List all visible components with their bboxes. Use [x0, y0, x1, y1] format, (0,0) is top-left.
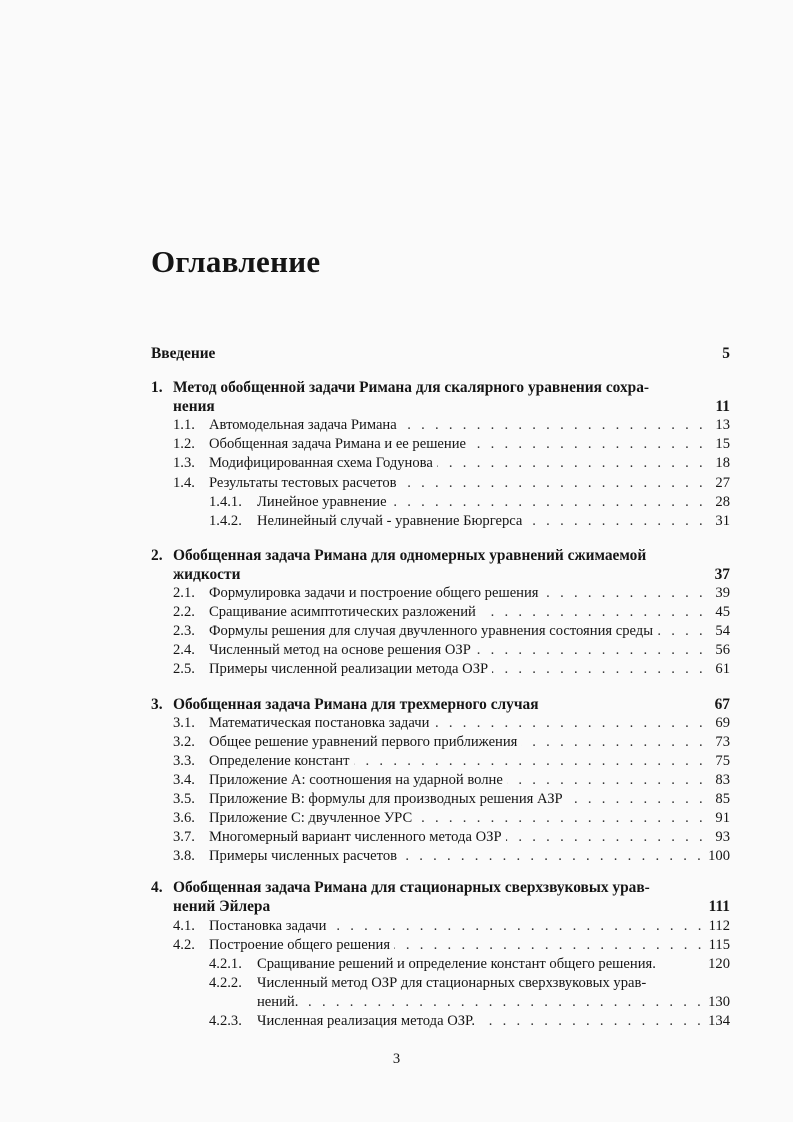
toc-section[interactable] — [151, 752, 730, 771]
section-number: 3.5. — [173, 790, 195, 807]
subsection-page: 120 — [708, 955, 730, 972]
toc-subsection[interactable] — [151, 493, 730, 512]
section-page: 91 — [715, 810, 730, 827]
toc-section[interactable] — [151, 416, 730, 435]
subsection-page: 130 — [708, 993, 730, 1010]
section-page: 75 — [715, 752, 730, 769]
dot-leader — [401, 416, 706, 435]
toc-section[interactable] — [151, 733, 730, 752]
section-number: 3.2. — [173, 733, 195, 750]
toc-section[interactable] — [151, 936, 730, 955]
chapter-title-line: Обобщенная задача Римана для трехмерного случая — [173, 695, 539, 713]
section-number: 4.2. — [173, 936, 195, 953]
section-number: 1.2. — [173, 436, 195, 453]
section-title: Автомодельная задача Римана — [209, 417, 397, 434]
section-title: Модифицированная схема Годунова — [209, 455, 433, 472]
dot-leader — [437, 454, 706, 473]
section-number: 2.3. — [173, 623, 195, 640]
entry-page: 5 — [722, 345, 730, 362]
toc-section[interactable] — [151, 714, 730, 733]
section-page: 115 — [708, 936, 730, 953]
section-title: Математическая постановка задачи — [209, 714, 430, 731]
toc-subsection[interactable] — [151, 974, 730, 993]
chapter-page: 37 — [714, 565, 730, 583]
toc-section[interactable] — [151, 790, 730, 809]
toc-section[interactable] — [151, 847, 730, 866]
dot-leader — [433, 714, 706, 733]
section-title: Построение общего решения — [209, 936, 391, 953]
chapter-number: 1. — [151, 379, 163, 397]
subsection-title: Численная реализация метода ОЗР. — [257, 1013, 475, 1029]
subsection-title: Линейное уравнение — [257, 493, 387, 510]
dot-leader — [492, 660, 706, 679]
dot-leader — [543, 584, 706, 603]
dot-leader — [330, 917, 704, 936]
toc-entry-intro[interactable] — [151, 344, 730, 363]
chapter-title-line: жидкости — [173, 565, 241, 583]
subsection-number: 4.2.3. — [209, 1013, 242, 1029]
section-page: 13 — [715, 417, 730, 434]
dot-leader — [394, 936, 705, 955]
section-number: 3.4. — [173, 771, 195, 788]
chapter-title-line: Метод обобщенной задачи Римана для скалярного уравнения сохра- — [173, 379, 650, 397]
toc-chapter-4-cont[interactable] — [151, 897, 730, 916]
section-page: 93 — [715, 829, 730, 846]
section-number: 2.2. — [173, 604, 195, 621]
section-title: Результаты тестовых расчетов — [209, 474, 397, 491]
chapter-number: 4. — [151, 879, 163, 897]
section-page: 27 — [715, 474, 730, 491]
dot-leader — [507, 771, 706, 790]
toc-chapter-4[interactable] — [151, 878, 730, 897]
chapter-number: 3. — [151, 695, 163, 713]
subsection-number: 4.2.2. — [209, 974, 242, 991]
chapter-title-line: нения — [173, 398, 215, 416]
section-title: Формулы решения для случая двучленного уравнения состояния среды — [209, 623, 654, 640]
subsection-title: Сращивание решений и определение констант общего решения. — [257, 955, 656, 972]
section-number: 1.4. — [173, 474, 195, 491]
toc-chapter-2[interactable] — [151, 546, 730, 565]
toc-subsection[interactable] — [151, 1012, 730, 1031]
toc-chapter-2-cont[interactable] — [151, 565, 730, 584]
chapter-title-line: Обобщенная задача Римана для одномерных уравнений сжимаемой — [173, 546, 647, 564]
dot-leader — [391, 493, 706, 512]
toc-section[interactable] — [151, 828, 730, 847]
section-number: 3.7. — [173, 829, 195, 846]
toc-section[interactable] — [151, 660, 730, 679]
chapter-page: 11 — [715, 398, 730, 416]
chapter-page: 67 — [714, 695, 730, 713]
toc-section[interactable] — [151, 917, 730, 936]
subsection-page: 31 — [715, 512, 730, 529]
toc-chapter-1[interactable] — [151, 378, 730, 397]
section-title: Многомерный вариант численного метода ОЗР — [209, 829, 502, 846]
section-number: 4.1. — [173, 917, 195, 934]
section-number: 3.6. — [173, 810, 195, 827]
section-number: 2.4. — [173, 642, 195, 659]
section-title: Приложение A: соотношения на ударной волне — [209, 771, 503, 788]
toc-chapter-1-cont[interactable] — [151, 397, 730, 416]
section-page: 100 — [708, 848, 730, 865]
subsection-title: нений. — [257, 993, 299, 1010]
section-page: 85 — [715, 790, 730, 807]
chapter-title-line: Обобщенная задача Римана для стационарных сверхзвуковых урав- — [173, 879, 650, 897]
section-title: Постановка задачи — [209, 917, 327, 934]
dot-leader — [521, 733, 706, 752]
subsection-title: Численный метод ОЗР для стационарных сверхзвуковых урав- — [257, 974, 647, 991]
dot-leader — [475, 641, 706, 660]
dot-leader — [401, 847, 704, 866]
section-number: 1.1. — [173, 417, 195, 434]
dot-leader — [526, 512, 706, 531]
section-number: 1.3. — [173, 455, 195, 472]
subsection-number: 1.4.2. — [209, 512, 242, 529]
toc-section[interactable] — [151, 584, 730, 603]
toc-section[interactable] — [151, 474, 730, 493]
toc-section[interactable] — [151, 771, 730, 790]
dot-leader — [480, 603, 706, 622]
section-page: 83 — [715, 771, 730, 788]
chapter-page: 111 — [708, 898, 730, 916]
page-title: Оглавление — [151, 244, 321, 279]
dot-leader — [657, 622, 706, 641]
toc-subsection[interactable] — [151, 955, 730, 974]
section-page: 18 — [715, 455, 730, 472]
toc-section[interactable] — [151, 809, 730, 828]
section-title: Численный метод на основе решения ОЗР — [209, 642, 471, 659]
toc-section[interactable] — [151, 622, 730, 641]
section-title: Сращивание асимптотических разложений — [209, 604, 476, 621]
section-number: 3.3. — [173, 752, 195, 769]
section-title: Определение констант — [209, 752, 350, 769]
section-number: 2.1. — [173, 585, 195, 602]
section-title: Примеры численной реализации метода ОЗР — [209, 661, 489, 678]
section-number: 3.8. — [173, 848, 195, 865]
toc-section[interactable] — [151, 603, 730, 622]
dot-leader — [354, 752, 707, 771]
section-title: Примеры численных расчетов — [209, 848, 398, 865]
section-page: 45 — [715, 604, 730, 621]
subsection-number: 1.4.1. — [209, 493, 242, 510]
section-page: 15 — [715, 436, 730, 453]
dot-leader — [470, 435, 706, 454]
subsection-page: 28 — [715, 493, 730, 510]
toc-chapter-3[interactable] — [151, 695, 730, 714]
toc-section[interactable] — [151, 435, 730, 454]
table-of-contents — [151, 344, 730, 1031]
dot-leader — [567, 790, 706, 809]
toc-section[interactable] — [151, 641, 730, 660]
section-title: Обобщенная задача Римана и ее решение — [209, 436, 467, 453]
section-title: Формулировка задачи и построение общего решения — [209, 585, 539, 602]
section-number: 3.1. — [173, 714, 195, 731]
section-page: 54 — [715, 623, 730, 640]
entry-label: Введение — [151, 345, 216, 362]
section-page: 56 — [715, 642, 730, 659]
subsection-page: 134 — [708, 1013, 730, 1029]
section-page: 69 — [715, 714, 730, 731]
toc-section[interactable] — [151, 454, 730, 473]
dot-leader — [401, 474, 706, 493]
dot-leader — [506, 828, 706, 847]
section-title: Приложение C: двучленное УРС — [209, 810, 413, 827]
chapter-title-line: нений Эйлера — [173, 898, 271, 916]
section-title: Приложение B: формулы для производных решения АЗР — [209, 790, 563, 807]
section-number: 2.5. — [173, 661, 195, 678]
section-page: 39 — [715, 585, 730, 602]
dot-leader — [302, 993, 704, 1012]
page-number: 3 — [392, 1051, 401, 1067]
toc-subsection[interactable] — [151, 512, 730, 531]
subsection-number: 4.2.1. — [209, 955, 242, 972]
toc-subsection-cont[interactable] — [151, 993, 730, 1012]
dot-leader — [479, 1012, 704, 1031]
subsection-title: Нелинейный случай - уравнение Бюргерса — [257, 512, 523, 529]
section-title: Общее решение уравнений первого приближения — [209, 733, 518, 750]
dot-leader — [416, 809, 706, 828]
section-page: 73 — [715, 733, 730, 750]
section-page: 112 — [708, 917, 730, 934]
section-page: 61 — [715, 661, 730, 678]
chapter-number: 2. — [151, 546, 163, 564]
